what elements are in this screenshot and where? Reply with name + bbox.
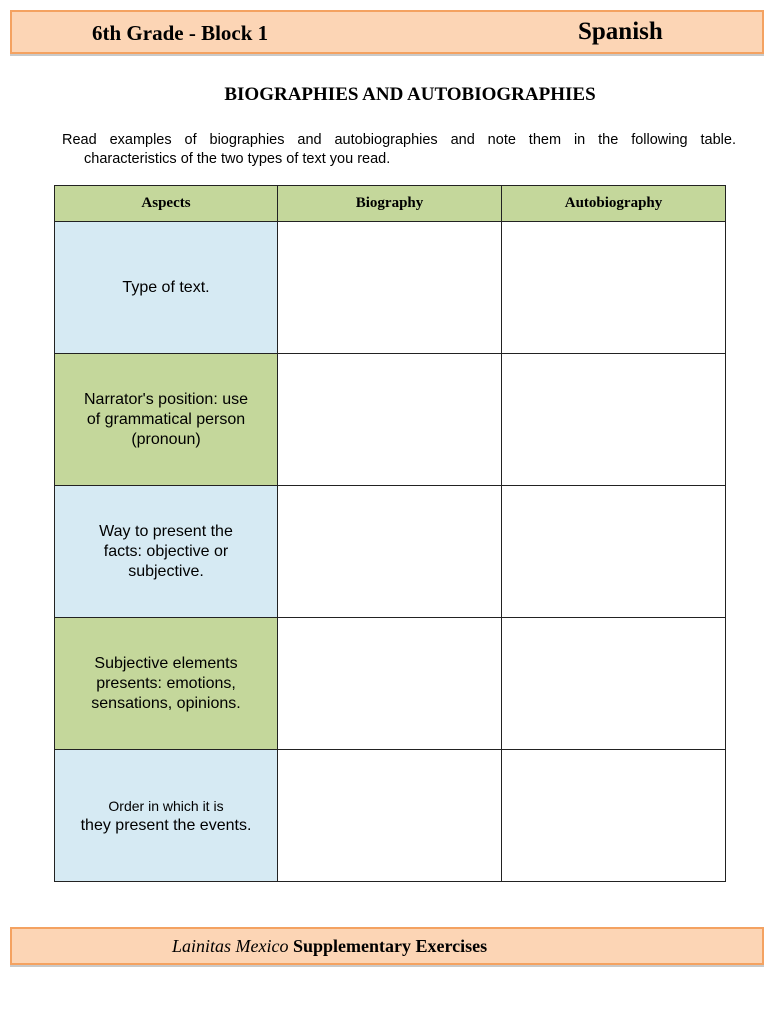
page-title: BIOGRAPHIES AND AUTOBIOGRAPHIES (224, 84, 596, 105)
footer-label: Supplementary Exercises (292, 936, 488, 956)
aspect-cell (55, 750, 278, 882)
aspect-cell (55, 618, 278, 750)
biography-answer-cell[interactable] (278, 486, 502, 618)
footer-brand: Lainitas Mexico (172, 936, 289, 956)
autobiography-answer-cell[interactable] (502, 222, 726, 354)
aspect-label: Way to present the facts: objective or subjective. (99, 522, 233, 580)
page-header-band (10, 10, 764, 54)
instruction-line-2: characteristics of the two types of text you read. (84, 151, 391, 167)
instruction-line-1 (62, 131, 736, 149)
table-header-row (55, 186, 726, 222)
aspect-cell (55, 354, 278, 486)
aspect-label: Subjective elements presents: emotions, sensations, opinions. (91, 654, 241, 712)
biography-answer-cell[interactable] (278, 750, 502, 882)
autobiography-answer-cell[interactable] (502, 618, 726, 750)
table-row (55, 486, 726, 618)
table-row (55, 750, 726, 882)
instruction-text-1: Read examples of biographies and autobiographies and note them in the following table. (62, 132, 736, 148)
footer-line (172, 936, 487, 957)
aspect-cell (55, 486, 278, 618)
table-row (55, 222, 726, 354)
column-header-aspects: Aspects (55, 186, 278, 222)
table-row (55, 354, 726, 486)
aspect-cell (55, 222, 278, 354)
autobiography-answer-cell[interactable] (502, 354, 726, 486)
table-row (55, 618, 726, 750)
aspect-label: Type of text. (122, 278, 210, 296)
autobiography-answer-cell[interactable] (502, 486, 726, 618)
biography-answer-cell[interactable] (278, 354, 502, 486)
aspects-table (54, 185, 726, 882)
biography-answer-cell[interactable] (278, 222, 502, 354)
aspect-label: Order in which it is they present the events. (80, 797, 252, 834)
biography-answer-cell[interactable] (278, 618, 502, 750)
page-footer-band (10, 927, 764, 965)
aspect-label: Narrator's position: use of grammatical person (pronoun) (83, 390, 248, 448)
column-header-biography: Biography (278, 186, 502, 222)
autobiography-answer-cell[interactable] (502, 750, 726, 882)
subject-label: Spanish (578, 18, 663, 45)
column-header-autobiography: Autobiography (502, 186, 726, 222)
grade-block-label: 6th Grade - Block 1 (92, 21, 269, 45)
